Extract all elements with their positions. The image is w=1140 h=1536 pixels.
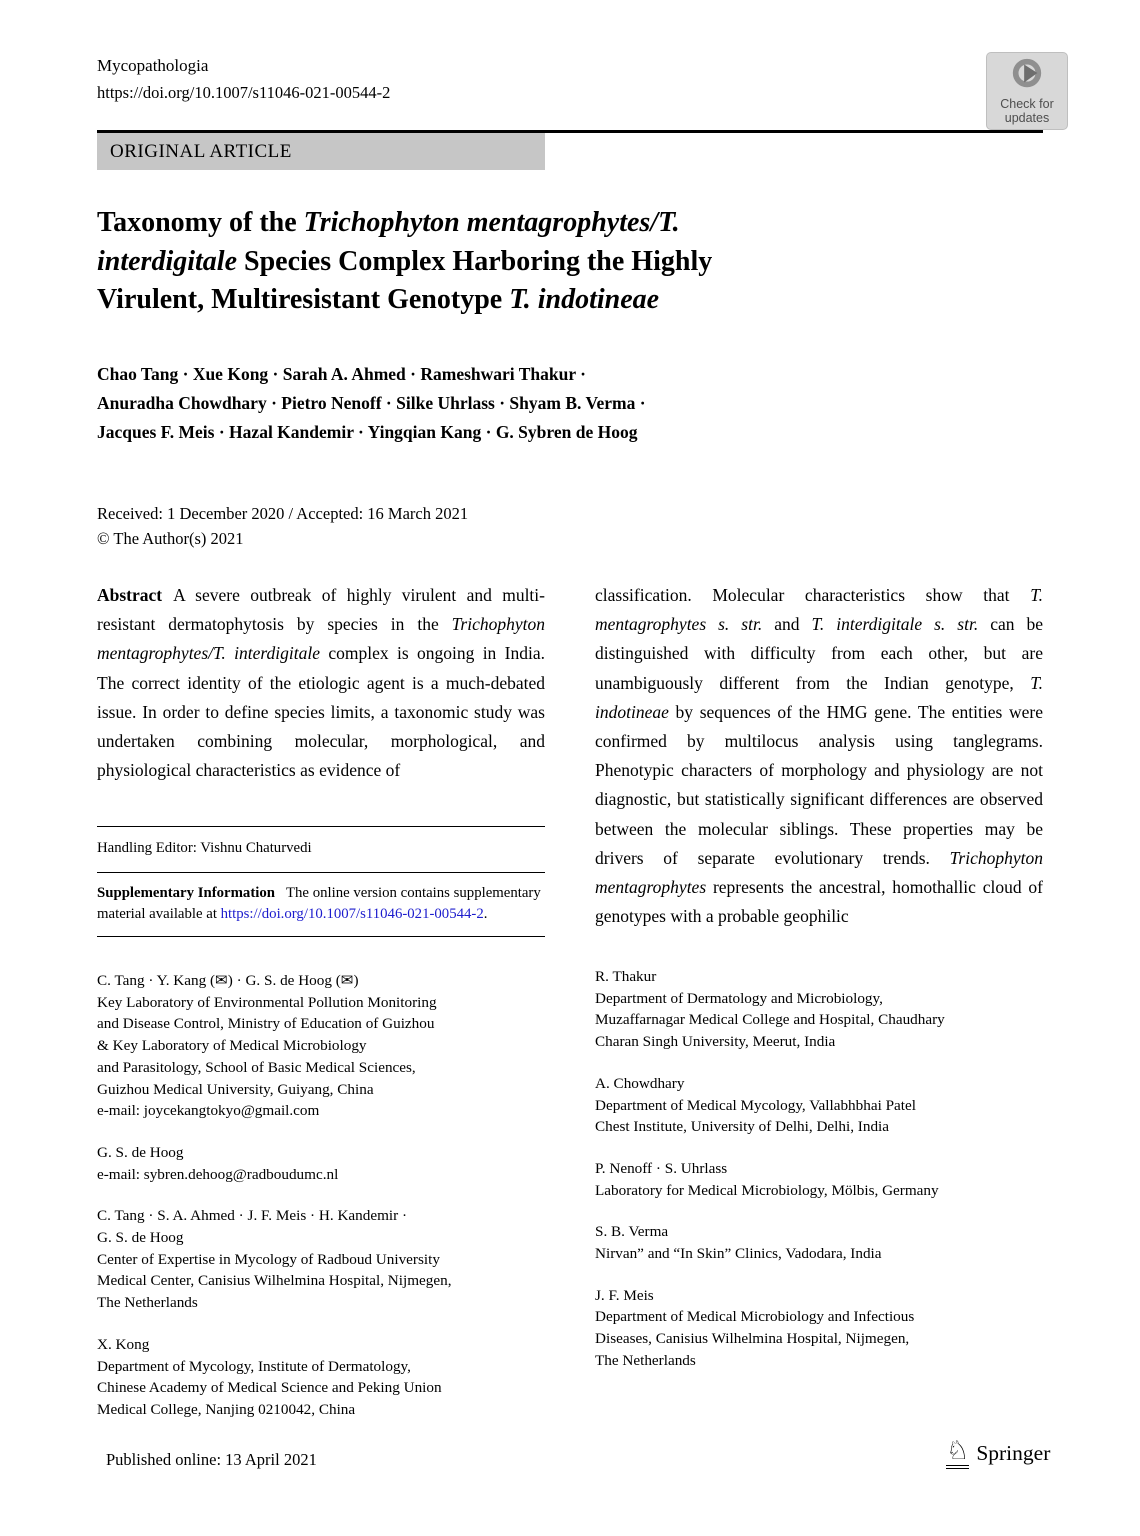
footnote-rule-top (97, 826, 545, 827)
affiliation-line: Muzaffarnagar Medical College and Hospital, Chaudhary (595, 1011, 945, 1029)
affiliation-line: G. S. de Hoog (97, 1143, 184, 1161)
text-segment: Trichophyton mentagrophytes/T. interdigitale (97, 614, 545, 664)
affiliation-line: A. Chowdhary (595, 1074, 685, 1092)
text-segment: interdigitale (97, 245, 244, 277)
received-accepted-line: Received: 1 December 2020 / Accepted: 16 March 2021 (97, 504, 469, 523)
affiliation-line: Diseases, Canisius Wilhelmina Hospital, Nijmegen, (595, 1330, 910, 1348)
badge-line2: updates (1004, 111, 1050, 125)
text-segment: Abstract (97, 585, 163, 605)
affiliation-block (595, 1221, 1055, 1264)
affiliation-line: e-mail: sybren.dehoog@radboudumc.nl (97, 1165, 339, 1183)
affiliation-line: Nirvan” and “In Skin” Clinics, Vadodara, India (595, 1245, 882, 1263)
text-segment: T. mentagrophytes s. str. (595, 585, 1043, 635)
affiliation-line: Laboratory for Medical Microbiology, Mölbis, Germany (595, 1181, 939, 1199)
title-line-1 (97, 204, 877, 243)
text-segment: Trichophyton mentagrophytes/T. (303, 207, 680, 238)
affiliation-line: Key Laboratory of Environmental Pollution Monitoring (97, 993, 437, 1011)
affiliations-left-column (97, 970, 577, 1441)
affiliation-line: e-mail: joycekangtokyo@gmail.com (97, 1102, 320, 1120)
text-segment: Taxonomy of the (97, 207, 304, 238)
text-segment: Species Complex Harboring the Highly (244, 245, 713, 277)
text-segment: A severe outbreak of highly virulent and multi-resistant dermatophytosis by species in the (97, 585, 545, 635)
text-segment: T. indotineae (509, 284, 660, 315)
abstract-column-right (595, 581, 1043, 931)
text-segment: Supplementary Information (97, 884, 275, 901)
affiliation-block (595, 1285, 1055, 1372)
affiliation-block (97, 1334, 577, 1421)
footnote-section (97, 826, 545, 937)
affiliation-block (97, 1142, 577, 1185)
article-doi: https://doi.org/10.1007/s11046-021-00544-2 (97, 83, 391, 102)
affiliation-line: Medical Center, Canisius Wilhelmina Hospital, Nijmegen, (97, 1272, 452, 1290)
doi-link[interactable]: https://doi.org/10.1007/s11046-021-00544-2 (220, 906, 484, 922)
affiliation-line: and Parasitology, School of Basic Medical Sciences, (97, 1058, 416, 1076)
page-header (97, 56, 390, 103)
text-segment: complex is ongoing in India. The correct identity of the etiologic agent is a much-debated issue. In order to define species limits, a taxonomic study was undertaken combining molecular, morphological, and physiological characteristics as evidence of (97, 643, 545, 781)
affiliation-line: Department of Medical Microbiology and Infectious (595, 1308, 915, 1326)
affiliation-line: Chest Institute, University of Delhi, Delhi, India (595, 1118, 889, 1136)
title-line-2 (97, 243, 877, 282)
affiliation-block (595, 966, 1055, 1053)
affiliation-line: S. B. Verma (595, 1223, 669, 1241)
title-line-3 (97, 281, 877, 320)
affiliation-block (595, 1073, 1055, 1138)
article-title (97, 204, 877, 320)
text-segment: The online version contains supplementary material available at (97, 884, 541, 922)
affiliation-line: X. Kong (97, 1335, 150, 1353)
journal-name: Mycopathologia (97, 56, 209, 75)
affiliation-line: Guizhou Medical University, Guiyang, China (97, 1080, 374, 1098)
affiliation-block (97, 1205, 577, 1314)
affiliation-line: Charan Singh University, Meerut, India (595, 1033, 836, 1051)
text-segment: T. interdigitale s. str. (811, 614, 979, 635)
affiliation-line: Center of Expertise in Mycology of Radboud University (97, 1250, 440, 1268)
text-segment: represents the ancestral, homothallic cloud of genotypes with a probable geophilic (595, 877, 1043, 927)
footnote-rule-middle (97, 872, 545, 873)
article-dates (97, 502, 468, 551)
text-segment: . (483, 906, 488, 922)
affiliation-line: Department of Medical Mycology, Vallabhbhai Patel (595, 1096, 916, 1114)
author-line-3: Jacques F. Meis · Hazal Kandemir · Yingqian Kang · G. Sybren de Hoog (97, 422, 638, 442)
badge-line1: Check for (1000, 97, 1054, 111)
affiliation-line: P. Nenoff · S. Uhrlass (595, 1159, 728, 1177)
check-for-updates-label (987, 97, 1067, 125)
affiliation-block (97, 970, 577, 1122)
supplementary-information (97, 883, 545, 926)
published-online-line: Published online: 13 April 2021 (106, 1450, 317, 1469)
affiliation-line: The Netherlands (595, 1351, 696, 1369)
text-segment: classification. Molecular characteristics show that (595, 585, 1031, 605)
text-segment: Virulent, Multiresistant Genotype (97, 284, 510, 315)
article-type-banner: ORIGINAL ARTICLE (97, 133, 545, 170)
springer-knight-icon: ♘ (946, 1438, 969, 1469)
affiliation-line: R. Thakur (595, 968, 657, 985)
check-for-updates-badge[interactable] (986, 52, 1068, 130)
affiliation-line: J. F. Meis (595, 1286, 654, 1304)
affiliation-line: The Netherlands (97, 1294, 198, 1312)
text-segment: can be distinguished with difficulty from each other, but are unambiguously different from the Indian genotype, (595, 614, 1043, 693)
text-segment: by sequences of the HMG gene. The entities were confirmed by multilocus analysis using tanglegrams. Phenotypic characters of morphology and physiology are not diagnostic, but statistically significant differences are observed between the molecular siblings. These properties may be drivers of separate evolutionary trends. (595, 701, 1043, 868)
affiliation-line: C. Tang · Y. Kang (✉) · G. S. de Hoog (✉) (97, 972, 359, 989)
affiliation-line: C. Tang · S. A. Ahmed · J. F. Meis · H. Kandemir · (97, 1207, 408, 1225)
affiliation-line: Department of Dermatology and Microbiology, (595, 989, 883, 1007)
handling-editor-line: Handling Editor: Vishnu Chaturvedi (97, 840, 312, 856)
crossmark-icon (1010, 57, 1044, 91)
affiliation-line: and Disease Control, Ministry of Education of Guizhou (97, 1015, 435, 1033)
affiliations-right-column (595, 966, 1055, 1392)
author-line-1: Chao Tang · Xue Kong · Sarah A. Ahmed · Rameshwari Thakur · (97, 364, 586, 384)
copyright-line: © The Author(s) 2021 (97, 528, 244, 548)
affiliation-line: G. S. de Hoog (97, 1229, 184, 1247)
text-segment: T. indotineae (595, 672, 1043, 722)
text-segment: Trichophyton mentagrophytes (595, 847, 1043, 898)
abstract-column-left (97, 581, 545, 785)
springer-logo (946, 1438, 1050, 1469)
affiliation-line: & Key Laboratory of Medical Microbiology (97, 1037, 367, 1055)
footnote-rule-bottom (97, 936, 545, 937)
affiliation-line: Department of Mycology, Institute of Dermatology, (97, 1357, 411, 1375)
affiliation-line: Chinese Academy of Medical Science and Peking Union (97, 1379, 442, 1397)
text-segment: and (762, 614, 812, 635)
publisher-name: Springer (976, 1441, 1051, 1465)
author-list (97, 360, 646, 447)
affiliation-block (595, 1158, 1055, 1201)
author-line-2: Anuradha Chowdhary · Pietro Nenoff · Silke Uhrlass · Shyam B. Verma · (97, 393, 646, 413)
affiliation-line: Medical College, Nanjing 0210042, China (97, 1400, 356, 1418)
